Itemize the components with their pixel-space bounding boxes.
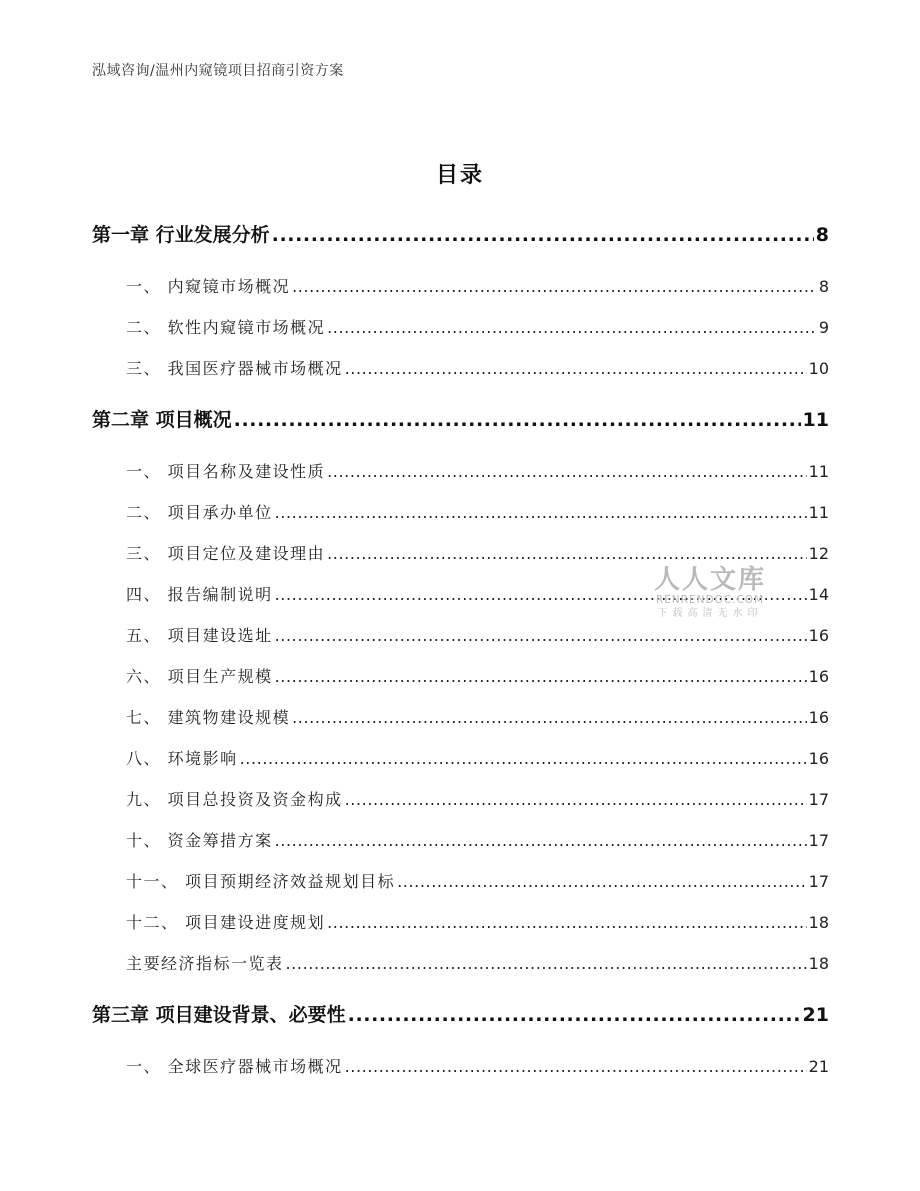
dot-leader [275, 503, 807, 522]
toc-entry-page: 8 [815, 224, 829, 246]
dot-leader [345, 1057, 807, 1076]
toc-entry-page: 16 [808, 749, 829, 768]
toc-entry-page: 14 [808, 585, 829, 604]
dot-leader [272, 224, 814, 246]
dot-leader [327, 462, 807, 481]
toc-entry-page: 21 [802, 1004, 829, 1026]
dot-leader [397, 872, 807, 891]
toc-entry-section[interactable] [92, 787, 829, 810]
watermark-logo-text: 人人文库 [653, 565, 766, 595]
toc-entry-section[interactable] [92, 356, 829, 379]
toc-entry-label: 一、 全球医疗器械市场概况 [126, 1057, 343, 1076]
dot-leader [345, 359, 807, 378]
toc-entry-page: 9 [818, 318, 829, 337]
dot-leader [345, 790, 807, 809]
toc-entry-section[interactable] [92, 1054, 829, 1077]
dot-leader [240, 749, 807, 768]
toc-entry-label: 九、 项目总投资及资金构成 [126, 790, 343, 809]
toc-entry-label: 一、 内窥镜市场概况 [126, 277, 291, 296]
toc-entry-section[interactable] [92, 459, 829, 482]
toc-entry-label: 主要经济指标一览表 [126, 954, 284, 973]
watermark-url: RENRENDOC.COM [655, 594, 765, 606]
toc-entry-page: 17 [808, 872, 829, 891]
toc-entry-page: 16 [808, 626, 829, 645]
dot-leader [292, 277, 817, 296]
toc-entry-label: 十一、 项目预期经济效益规划目标 [126, 872, 396, 891]
toc-entry-label: 三、 我国医疗器械市场概况 [126, 359, 343, 378]
toc-entry-label: 第三章 项目建设背景、必要性 [92, 1004, 346, 1026]
dot-leader [348, 1004, 801, 1026]
toc-entry-chapter-2[interactable] [92, 405, 829, 432]
toc-entry-label: 第二章 项目概况 [92, 409, 232, 431]
toc-entry-section[interactable] [92, 746, 829, 769]
toc-entry-page: 8 [818, 277, 829, 296]
toc-entry-page: 21 [808, 1057, 829, 1076]
dot-leader [275, 831, 807, 850]
toc-entry-page: 16 [808, 708, 829, 727]
toc-entry-page: 18 [808, 954, 829, 973]
toc-entry-label: 六、 项目生产规模 [126, 667, 273, 686]
toc-entry-page: 17 [808, 790, 829, 809]
dot-leader [234, 409, 801, 431]
dot-leader [327, 318, 817, 337]
dot-leader [292, 708, 807, 727]
toc-entry-label: 二、 软性内窥镜市场概况 [126, 318, 326, 337]
toc-entry-page: 11 [802, 409, 829, 431]
toc-entry-page: 11 [808, 462, 829, 481]
toc-entry-section[interactable] [92, 705, 829, 728]
toc-entry-section[interactable] [92, 541, 829, 564]
toc-entry-label: 一、 项目名称及建设性质 [126, 462, 326, 481]
dot-leader [327, 913, 807, 932]
toc-entry-label: 三、 项目定位及建设理由 [126, 544, 326, 563]
toc-entry-section[interactable] [92, 315, 829, 338]
toc-entry-page: 16 [808, 667, 829, 686]
toc-entry-label: 四、 报告编制说明 [126, 585, 273, 604]
toc-entry-section[interactable] [92, 910, 829, 933]
toc-entry-section[interactable] [92, 869, 829, 892]
toc-entry-page: 11 [808, 503, 829, 522]
toc-entry-page: 18 [808, 913, 829, 932]
toc-entry-label: 五、 项目建设选址 [126, 626, 273, 645]
dot-leader [275, 667, 807, 686]
dot-leader [275, 626, 807, 645]
toc-entry-label: 八、 环境影响 [126, 749, 238, 768]
toc-entry-chapter-3[interactable] [92, 1000, 829, 1027]
toc-entry-page: 17 [808, 831, 829, 850]
toc-entry-page: 12 [808, 544, 829, 563]
dot-leader [286, 954, 807, 973]
toc-entry-section[interactable] [92, 623, 829, 646]
toc-entry-label: 第一章 行业发展分析 [92, 224, 270, 246]
running-header: 泓域咨询/温州内窥镜项目招商引资方案 [92, 63, 344, 79]
watermark-slogan: 下载高清无水印 [657, 608, 763, 619]
toc-entry-section[interactable] [92, 500, 829, 523]
dot-leader [327, 544, 807, 563]
toc-entry-section[interactable] [92, 274, 829, 297]
watermark [644, 566, 776, 621]
toc-entry-chapter-1[interactable] [92, 220, 829, 247]
toc-entry-page: 10 [808, 359, 829, 378]
toc-entry-section[interactable] [92, 951, 829, 974]
toc-entry-label: 十、 资金筹措方案 [126, 831, 273, 850]
toc-entry-label: 十二、 项目建设进度规划 [126, 913, 326, 932]
toc-title: 目录 [435, 163, 484, 188]
toc-entry-label: 七、 建筑物建设规模 [126, 708, 291, 727]
toc-entry-section[interactable] [92, 664, 829, 687]
toc-entry-label: 二、 项目承办单位 [126, 503, 273, 522]
toc-entry-section[interactable] [92, 828, 829, 851]
